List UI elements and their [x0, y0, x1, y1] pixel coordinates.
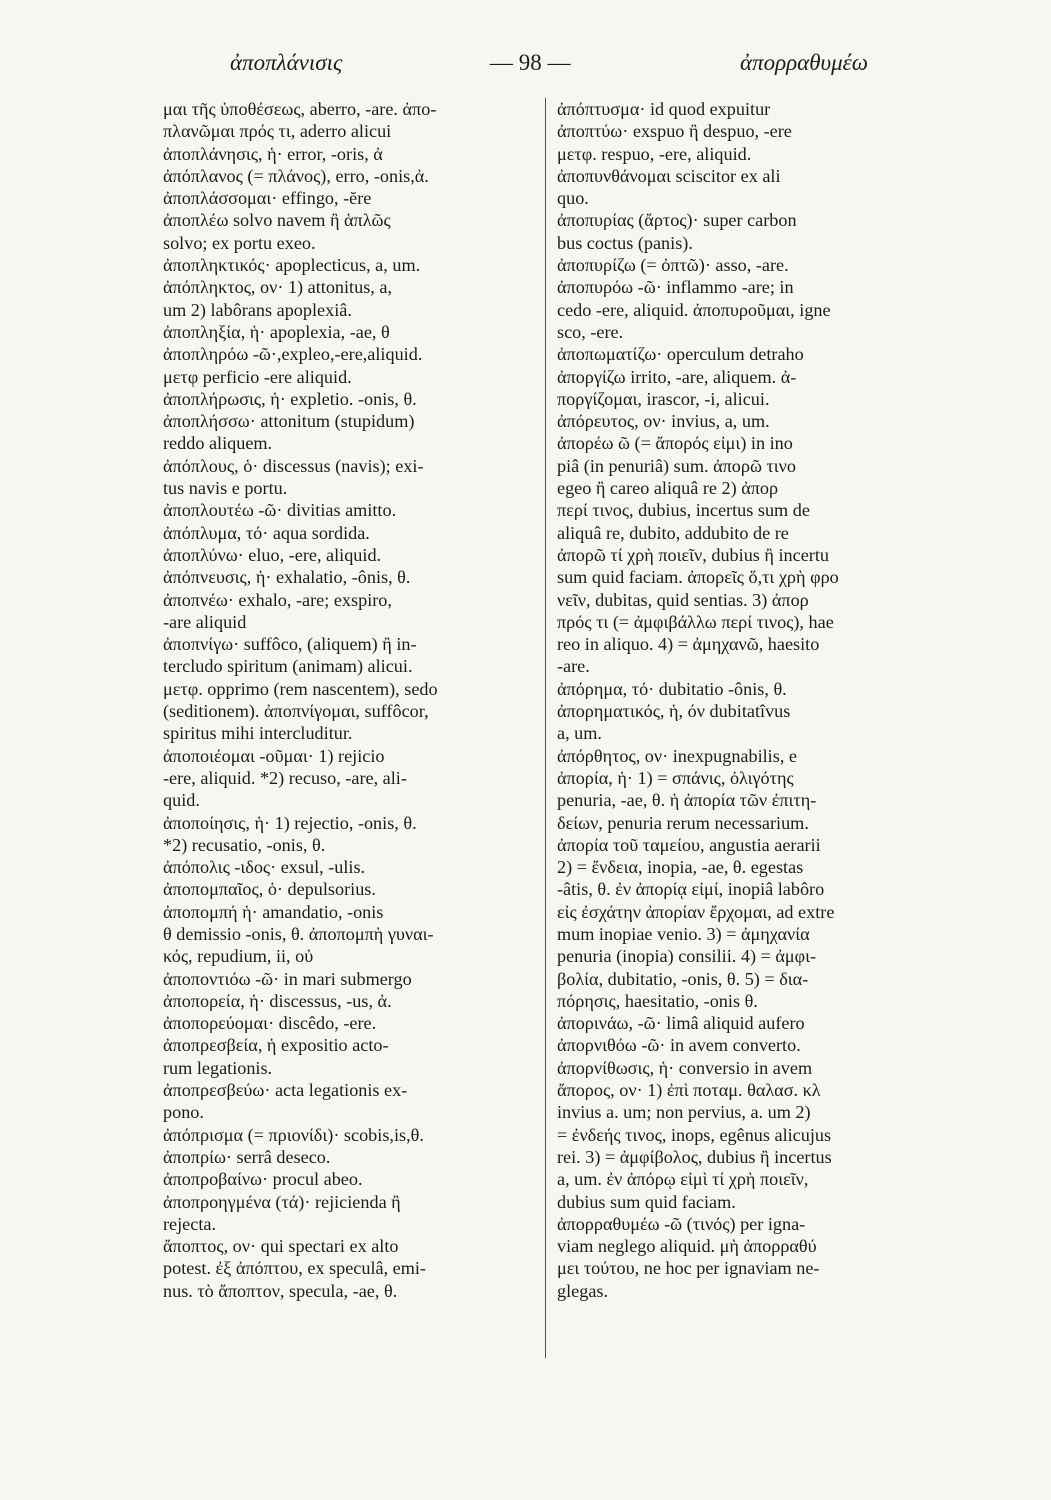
text-line: spiritus mihi intercluditur. [163, 723, 353, 744]
text-line: ἀπορέω ῶ (= ἄπορός εἰμι) in ino [557, 433, 793, 454]
page-number: — 98 — [490, 50, 571, 75]
text-line: ἀπορνίθωσις, ἡ· conversio in avem [557, 1057, 813, 1078]
text-line: cedo -ere, aliquid. ἀποπυροῦμαι, igne [557, 299, 831, 320]
text-line: ἀπορία τοῦ ταμείου, angustia aerarii [557, 834, 821, 855]
text-line: μετφ. respuo, -ere, aliquid. [557, 143, 752, 164]
text-line: ἀποπρεσβεύω· acta legationis ex- [163, 1080, 408, 1101]
text-line: invius a. um; non pervius, a. um 2) [557, 1102, 811, 1123]
text-line: ἀποπυρίας (ἄρτος)· super carbon [557, 210, 797, 231]
text-line: dubius sum quid faciam. [557, 1191, 736, 1212]
text-line: δείων, penuria rerum necessarium. [557, 812, 809, 833]
text-line: ἀπορῶ τί χρὴ ποιεῖν, dubius ἢ incertu [557, 544, 829, 565]
text-line: ἀποπροβαίνω· procul abeo. [163, 1169, 363, 1190]
text-line: 2) = ἔνδεια, inopia, -ae, θ. egestas [557, 857, 804, 878]
text-line: ἀποπληξία, ἡ· apoplexia, -ae, θ [163, 321, 390, 342]
text-line: ποργίζομαι, irascor, -i, alicui. [557, 388, 770, 409]
text-line: ἀπορραθυμέω -ῶ (τινός) per igna- [557, 1213, 806, 1234]
text-line: ἀπόπλυμα, τό· aqua sordida. [163, 522, 370, 543]
text-line: ἀποπομπαῖος, ὁ· depulsorius. [163, 879, 376, 900]
text-line: ἀπορινάω, -ῶ· limâ aliquid aufero [557, 1013, 805, 1034]
text-line: ἀποπνέω· exhalo, -are; exspiro, [163, 589, 392, 610]
text-line: potest. ἐξ ἀπόπτου, ex speculâ, emi- [163, 1258, 426, 1279]
right-column [557, 98, 1045, 1302]
text-line: ἀπόπολις -ιδος· exsul, -ulis. [163, 857, 366, 878]
text-line: viam neglego aliquid. μὴ ἀπορραθύ [557, 1236, 817, 1257]
text-line: μετφ. opprimo (rem nascentem), sedo [163, 678, 438, 699]
text-line: ἀπόπλανος (= πλάνος), erro, -onis,ἀ. [163, 165, 429, 186]
text-line: penuria, -ae, θ. ἡ ἀπορία τῶν ἐπιτη- [557, 790, 817, 811]
text-line: -are aliquid [163, 611, 247, 632]
text-line: ἀποποιέομαι -οῦμαι· 1) rejicio [163, 745, 385, 766]
text-line: ἀποπυρόω -ῶ· inflammo -are; in [557, 277, 794, 298]
text-line: ἄποπτος, ον· qui spectari ex alto [163, 1236, 399, 1257]
text-line: κός, repudium, ii, οὐ [163, 946, 314, 967]
text-line: νεῖν, dubitas, quid sentias. 3) ἀπορ [557, 589, 809, 610]
left-column [163, 98, 538, 1302]
text-line: ἀποπορεία, ἡ· discessus, -us, ἀ. [163, 990, 392, 1011]
text-line: ἀποπτύω· exspuo ἢ despuo, -ere [557, 121, 792, 142]
text-line: *2) recusatio, -onis, θ. [163, 834, 326, 855]
text-line: ἀπόπνευσις, ἡ· exhalatio, -ônis, θ. [163, 567, 411, 588]
text-line: ἀποπυρίζω (= ὀπτῶ)· asso, -are. [557, 255, 789, 276]
text-line: πλανῶμαι πρός τι, aderro alicui [163, 121, 392, 142]
text-line: glegas. [557, 1280, 609, 1301]
text-line: rejecta. [163, 1213, 216, 1234]
text-line: ἀποπορεύομαι· discêdo, -ere. [163, 1013, 377, 1034]
text-line: ἀποπληκτικός· apoplecticus, a, um. [163, 255, 421, 276]
text-line: ἀποπλέω solvo navem ἢ ἁπλῶς [163, 210, 391, 231]
text-line: ἀποπλήσσω· attonitum (stupidum) [163, 411, 415, 432]
text-line: πρός τι (= ἀμφιβάλλω περί τινος), hae [557, 611, 834, 632]
text-line: nus. τὸ ἄποπτον, specula, -ae, θ. [163, 1280, 398, 1301]
text-line: solvo; ex portu exeo. [163, 232, 316, 253]
text-line: ἀποποντιόω -ῶ· in mari submergo [163, 968, 412, 989]
text-line: tus navis e portu. [163, 478, 288, 499]
text-line: ἀποπομπή ἡ· amandatio, -onis [163, 901, 384, 922]
text-line: -âtis, θ. ἐν ἀπορίᾳ εἰμί, inopiâ labôro [557, 879, 825, 900]
text-line: ἀπόπτυσμα· id quod expuitur [557, 99, 771, 119]
text-line: ἀποπωματίζω· operculum detraho [557, 344, 804, 365]
text-line: ἀποπροηγμένα (τά)· rejicienda ἢ [163, 1191, 401, 1212]
text-line: μετφ perficio -ere aliquid. [163, 366, 352, 387]
text-line: ἀπορία, ἡ· 1) = σπάνις, ὀλιγότης [557, 767, 794, 788]
text-line: μαι τῆς ὑποθέσεως, aberro, -are. ἀπο- [163, 99, 437, 119]
text-line: reo in aliquo. 4) = ἀμηχανῶ, haesito [557, 634, 820, 655]
text-line: rum legationis. [163, 1057, 273, 1078]
text-line: mum inopiae venio. 3) = ἀμηχανία [557, 923, 810, 944]
text-line: -are. [557, 656, 590, 677]
text-line: περί τινος, dubius, incertus sum de [557, 500, 810, 521]
text-line: ἀποπλήρωσις, ἡ· expletio. -onis, θ. [163, 388, 417, 409]
text-line: ἀποπλύνω· eluo, -ere, aliquid. [163, 544, 382, 565]
text-line: ἀπόπληκτος, ον· 1) attonitus, a, [163, 277, 392, 298]
text-line: ἀπορηματικός, ἡ, όν dubitatîvus [557, 701, 791, 722]
text-line: θ demissio -onis, θ. ἀποπομπὴ γυναι- [163, 923, 434, 944]
text-line: ἀπόρημα, τό· dubitatio -ônis, θ. [557, 678, 787, 699]
header-first-lemma: ἀποπλάνισις [230, 50, 343, 75]
text-line: μει τούτου, ne hoc per ignaviam ne- [557, 1258, 820, 1279]
text-line: sum quid faciam. ἀπορεῖς ὅ,τι χρὴ φρο [557, 567, 839, 588]
text-line: ἀποποίησις, ἡ· 1) rejectio, -onis, θ. [163, 812, 417, 833]
text-line: aliquâ re, dubito, addubito de re [557, 522, 789, 543]
text-line: um 2) labôrans apoplexiâ. [163, 299, 352, 320]
text-line: piâ (in penuriâ) sum. ἀπορῶ τινο [557, 455, 796, 476]
header-last-lemma: ἀπορραθυμέω [740, 50, 868, 75]
text-line: egeo ἢ careo aliquâ re 2) ἀπορ [557, 478, 779, 499]
text-line: rei. 3) = ἀμφίβολος, dubius ἢ incertus [557, 1146, 832, 1167]
text-line: reddo aliquem. [163, 433, 273, 454]
text-line: ἀπορνιθόω -ῶ· in avem converto. [557, 1035, 801, 1056]
text-line: quid. [163, 790, 200, 811]
text-line: πόρησις, haesitatio, -onis θ. [557, 990, 758, 1011]
text-line: -ere, aliquid. *2) recuso, -are, ali- [163, 767, 407, 788]
text-line: ἀποπληρόω -ῶ·,expleo,-ere,aliquid. [163, 344, 423, 365]
text-line: a, um. [557, 723, 602, 744]
page-header [150, 50, 980, 90]
text-line: ἀπόπλους, ὁ· discessus (navis); exi- [163, 455, 424, 476]
text-line: a, um. ἐν ἀπόρῳ εἰμὶ τί χρὴ ποιεῖν, [557, 1169, 809, 1190]
text-line: ἀπόπρισμα (= πριονίδι)· scobis,is,θ. [163, 1124, 424, 1145]
text-line: βολία, dubitatio, -onis, θ. 5) = δια- [557, 968, 809, 989]
text-line: tercludo spiritum (animam) alicui. [163, 656, 413, 677]
text-line: ἄπορος, ον· 1) ἐπὶ ποταμ. θαλασ. κλ [557, 1080, 821, 1101]
text-line: ἀποπλάσσομαι· effingo, -ĕre [163, 188, 372, 209]
text-line: ἀποπλάνησις, ἡ· error, -oris, ἀ [163, 143, 383, 164]
text-line: sco, -ere. [557, 321, 624, 342]
text-line: penuria (inopia) consilii. 4) = ἀμφι- [557, 946, 817, 967]
text-line: bus coctus (panis). [557, 232, 693, 253]
text-line: = ἐνδεής τινος, inops, egênus alicujus [557, 1124, 832, 1145]
text-line: ἀποργίζω irrito, -are, aliquem. ἀ- [557, 366, 797, 387]
text-line: ἀποπνίγω· suffôco, (aliquem) ἢ in- [163, 634, 417, 655]
text-line: ἀποπλουτέω -ῶ· divitias amitto. [163, 500, 397, 521]
column-divider [545, 98, 546, 1358]
text-line: (seditionem). ἀποπνίγομαι, suffôcor, [163, 701, 429, 722]
text-line: ἀποπρεσβεία, ἡ expositio acto- [163, 1035, 389, 1056]
text-line: εἰς ἐσχάτην ἀπορίαν ἔρχομαι, ad extre [557, 901, 835, 922]
text-line: ἀπόρευτος, ον· invius, a, um. [557, 411, 770, 432]
text-line: ἀπόρθητος, ον· inexpugnabilis, e [557, 745, 797, 766]
text-line: quo. [557, 188, 589, 209]
text-line: ἀποπρίω· serrâ deseco. [163, 1146, 331, 1167]
text-line: ἀποπυνθάνομαι sciscitor ex ali [557, 165, 781, 186]
text-line: pono. [163, 1102, 204, 1123]
